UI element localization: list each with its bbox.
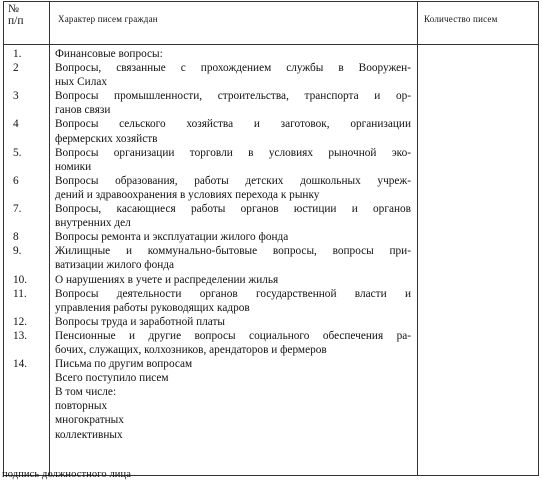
row-number: 7.	[13, 203, 22, 216]
row-number: 12.	[13, 315, 28, 328]
row-text-line: внутренних дел	[55, 217, 131, 230]
table-header-row	[4, 2, 539, 45]
number-column	[4, 45, 50, 476]
row-text-line: Вопросы промышленности, строительства, транспорта и ор-	[55, 90, 411, 103]
row-number: 14.	[13, 358, 28, 371]
total-number-spacer	[13, 385, 49, 399]
header-number-symbol: №	[8, 3, 19, 15]
row-number-spacer	[13, 188, 49, 202]
total-number-spacer	[13, 371, 49, 385]
row-number-spacer	[13, 301, 49, 315]
row-text-line: Вопросы, касающиеся работы органов юстиции и органов	[55, 203, 411, 216]
header-character-cell: Характер писем граждан	[50, 2, 418, 45]
row-text-line: Финансовые вопросы:	[55, 48, 163, 60]
row-text-line: О нарушениях в учете и распределении жилья	[55, 273, 279, 286]
row-text-line: Вопросы образования, работы детских дошкольных учреж-	[55, 174, 411, 187]
header-number-cell	[4, 2, 50, 45]
row-number-spacer	[13, 103, 49, 117]
letters-table	[3, 1, 539, 476]
row-number-spacer	[13, 258, 49, 272]
quantity-column	[418, 45, 539, 476]
row-text-line: бочих, служащих, колхозников, арендаторов и фермеров	[55, 343, 327, 356]
row-text-line: номики	[55, 160, 92, 173]
totals-repeated-label: повторных	[55, 400, 108, 413]
row-text-line: Вопросы сельского хозяйства и заготовок, организации	[55, 118, 411, 131]
totals-total-label: Всего поступило писем	[55, 372, 169, 385]
row-text-line: фермерских хозяйств	[55, 132, 158, 145]
official-signature-label: подпись должностного лица	[2, 469, 131, 480]
row-text-line: Вопросы труда и заработной платы	[55, 315, 226, 328]
row-text-line: ных Силах	[55, 76, 107, 89]
row-number: 8	[13, 231, 19, 244]
row-number: 11.	[13, 287, 27, 300]
row-number: 1.	[13, 48, 22, 60]
row-text-line: Пенсионные и другие вопросы социального обеспечения ра-	[55, 329, 411, 342]
total-number-spacer	[13, 413, 49, 427]
row-text-line: ватизации жилого фонда	[55, 259, 175, 272]
row-number: 6	[13, 174, 19, 187]
totals-multiple-label: многократных	[55, 414, 124, 427]
row-text-line: Вопросы ремонта и эксплуатации жилого фонда	[55, 231, 289, 244]
row-text-line: Вопросы организации торговли в условиях рыночной эко-	[55, 146, 411, 159]
row-number-spacer	[13, 160, 49, 174]
row-number: 13.	[13, 329, 28, 342]
row-number-spacer	[13, 132, 49, 146]
row-number-spacer	[13, 75, 49, 89]
row-text-line: Жилищные и коммунально-бытовые вопросы, вопросы при-	[55, 245, 411, 258]
row-number: 3	[13, 90, 19, 103]
row-text-line: ганов связи	[55, 104, 111, 117]
character-column	[50, 45, 418, 476]
row-text-line: Вопросы, связанные с прохождением службы в Вооружен-	[55, 62, 411, 75]
row-number: 9.	[13, 245, 22, 258]
row-number: 5.	[13, 146, 22, 159]
total-number-spacer	[13, 399, 49, 413]
row-number-spacer	[13, 343, 49, 357]
row-number-spacer	[13, 216, 49, 230]
row-number: 2	[13, 62, 19, 75]
row-number: 10.	[13, 273, 28, 286]
header-number-abbrev: п/п	[8, 15, 24, 27]
total-number-spacer	[13, 428, 49, 442]
row-text-line: Вопросы деятельности органов государственной власти и	[55, 287, 411, 300]
header-quantity-cell: Количество писем	[418, 2, 539, 45]
row-text-line: Письма по другим вопросам	[55, 358, 193, 371]
row-text-line: дений и здравоохранения в условиях перехода к рынку	[55, 188, 320, 201]
totals-collective-label: коллективных	[55, 428, 123, 441]
table-body-row	[4, 45, 539, 476]
row-text-line: управления работы руководящих кадров	[55, 301, 250, 314]
totals-including-label: В том числе:	[55, 386, 117, 399]
row-number: 4	[13, 118, 19, 131]
